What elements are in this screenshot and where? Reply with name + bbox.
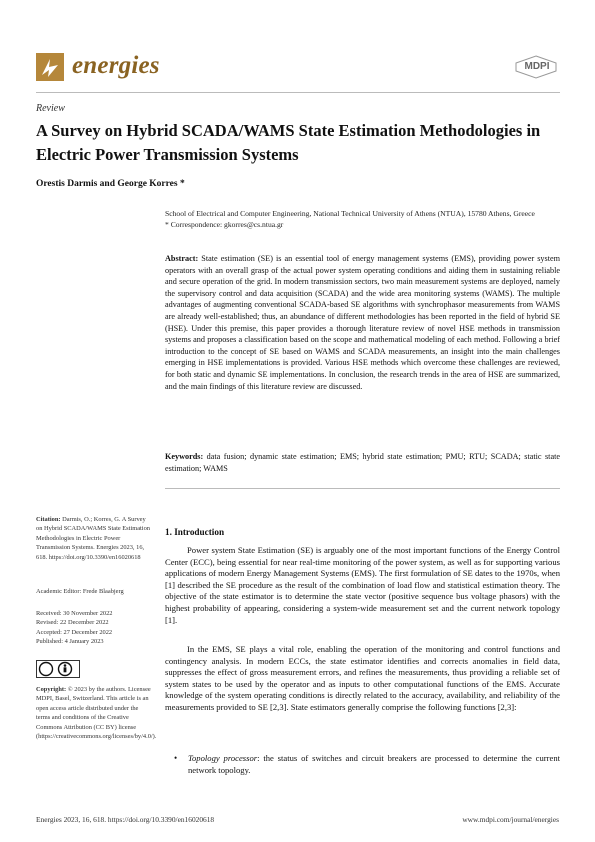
- intro-paragraph-2: In the EMS, SE plays a vital role, enabling the operation of the monitoring and control functions and contingency analysis. In modern ECCs, the state estimator identifies and corrects anomalies in field data, suppresses the effect of gross measurement errors, and refines the measurements, thus providing a reliable set of system states to be used by the operator and as inputs to other computational functions of the EMS. Accurate knowledge of the system operating conditions is directly related to the accuracy, availability, and reliability of the measurements provided to SE [2,3]. State estimators generally comprise the following functions [2,3]:: [165, 644, 560, 712]
- copyright-block: [36, 685, 157, 741]
- header-divider: [36, 92, 560, 93]
- cc-by-license-icon[interactable]: [36, 660, 80, 678]
- bullet-item: [188, 753, 560, 776]
- citation-text[interactable]: Darmis, O.; Korres, G. A Survey on Hybrid SCADA/WAMS State Estimation Methodologies in Electric Power Transmission Systems. Energies 2023, 16, 618. https://doi.org/10.3390/en16020618: [36, 516, 150, 561]
- affiliation: School of Electrical and Computer Engineering, National Technical University of Athens (NTUA), 15780 Athens, Greece: [165, 209, 535, 218]
- flame-icon: [36, 53, 64, 81]
- footer-journal-url[interactable]: www.mdpi.com/journal/energies: [462, 815, 559, 824]
- bullet-term: Topology processor: [188, 753, 258, 763]
- article-type: Review: [36, 103, 65, 114]
- section-heading: 1. Introduction: [165, 527, 225, 537]
- received-date: Received: 30 November 2022: [36, 610, 113, 617]
- keywords-text: data fusion; dynamic state estimation; EMS; hybrid state estimation; PMU; RTU; SCADA; static state estimation; WAMS: [165, 452, 561, 473]
- abstract-label: Abstract:: [165, 254, 199, 263]
- publisher-name: MDPI: [524, 61, 550, 72]
- correspondence[interactable]: * Correspondence: gkorres@cs.ntua.gr: [165, 220, 284, 229]
- accepted-date: Accepted: 27 December 2022: [36, 628, 113, 636]
- copyright-text[interactable]: © 2023 by the authors. Licensee MDPI, Basel, Switzerland. This article is an open access article distributed under the terms and conditions of the Creative Commons Attribution (CC BY) license (https://creativecommons.org/licenses/by/4.0/).: [36, 686, 157, 741]
- citation-label: Citation:: [36, 516, 61, 523]
- keywords-label: Keywords:: [165, 452, 204, 461]
- article-title: A Survey on Hybrid SCADA/WAMS State Estimation Methodologies in Electric Power Transmission Systems: [36, 121, 541, 164]
- dates-block: [36, 609, 151, 647]
- keywords: [165, 451, 560, 474]
- footer-citation[interactable]: Energies 2023, 16, 618. https://doi.org/10.3390/en16020618: [36, 815, 215, 824]
- published-date: Published: 4 January 2023: [36, 638, 104, 646]
- intro-paragraph-1: Power system State Estimation (SE) is arguably one of the most important functions of the Energy Control Center (ECC), being essential for near real-time monitoring of the power system, as well as for supporting various applications of modern Energy Management Systems (EMS). The first formulation of SE dates to the 1970s, when [1] described the SE procedure as the result of the combination of load flow and statistical estimation theory. The objective of the state estimator is to determine the state vector (positive sequence bus voltage phasors) with the highest probability of appearing, considering a system-wide measurement set and the current network topology [1].: [165, 545, 560, 625]
- citation-block: [36, 515, 151, 562]
- bullet-text: : the status of switches and circuit breakers are processed to determine the current network topology.: [188, 753, 561, 775]
- revised-date: Revised: 22 December 2022: [36, 619, 109, 627]
- abstract: [165, 253, 560, 392]
- journal-logo: [36, 53, 64, 81]
- affiliation-block: [165, 208, 560, 230]
- academic-editor: Academic Editor: Frede Blaabjerg: [36, 588, 124, 595]
- journal-name: energies: [72, 52, 160, 79]
- bullet-marker: •: [174, 753, 178, 763]
- authors: Orestis Darmis and George Korres *: [36, 179, 185, 189]
- abstract-text: State estimation (SE) is an essential tool of energy management systems (EMS), providing power system operators with an overall grasp of the actual power system operating conditions and aiding them in sustaining reliable and secure operation of the grid. In modern transmission sectors, two main measurement systems are deployed, namely the supervisory control and data acquisition (SCADA) and the wide area monitoring systems (WAMS). The multiple advantages of augmenting conventional SCADA-based SE algorithms with synchrophasor measurements from WAMS are already well-established; thus, an abundance of different methodologies has been reported in the field of hybrid SE (HSE). Under this premise, this paper provides a thorough literature review of novel HSE methods in transmission systems and proposes a classification based on the scope and mathematical modeling of each method. Following a brief introduction to the concept of SE based on WAMS and SCADA measurements, an insight into the main challenges emerging in HSE implementations is provided. Various HSE methods which overcome these challenges are reviewed, for both static and dynamic SE implementations. In conclusion, the research trends in the area of HSE are summarized, and the main findings of this literature review are discussed.: [165, 254, 560, 391]
- abstract-divider: [165, 488, 560, 489]
- copyright-label: Copyright:: [36, 686, 67, 693]
